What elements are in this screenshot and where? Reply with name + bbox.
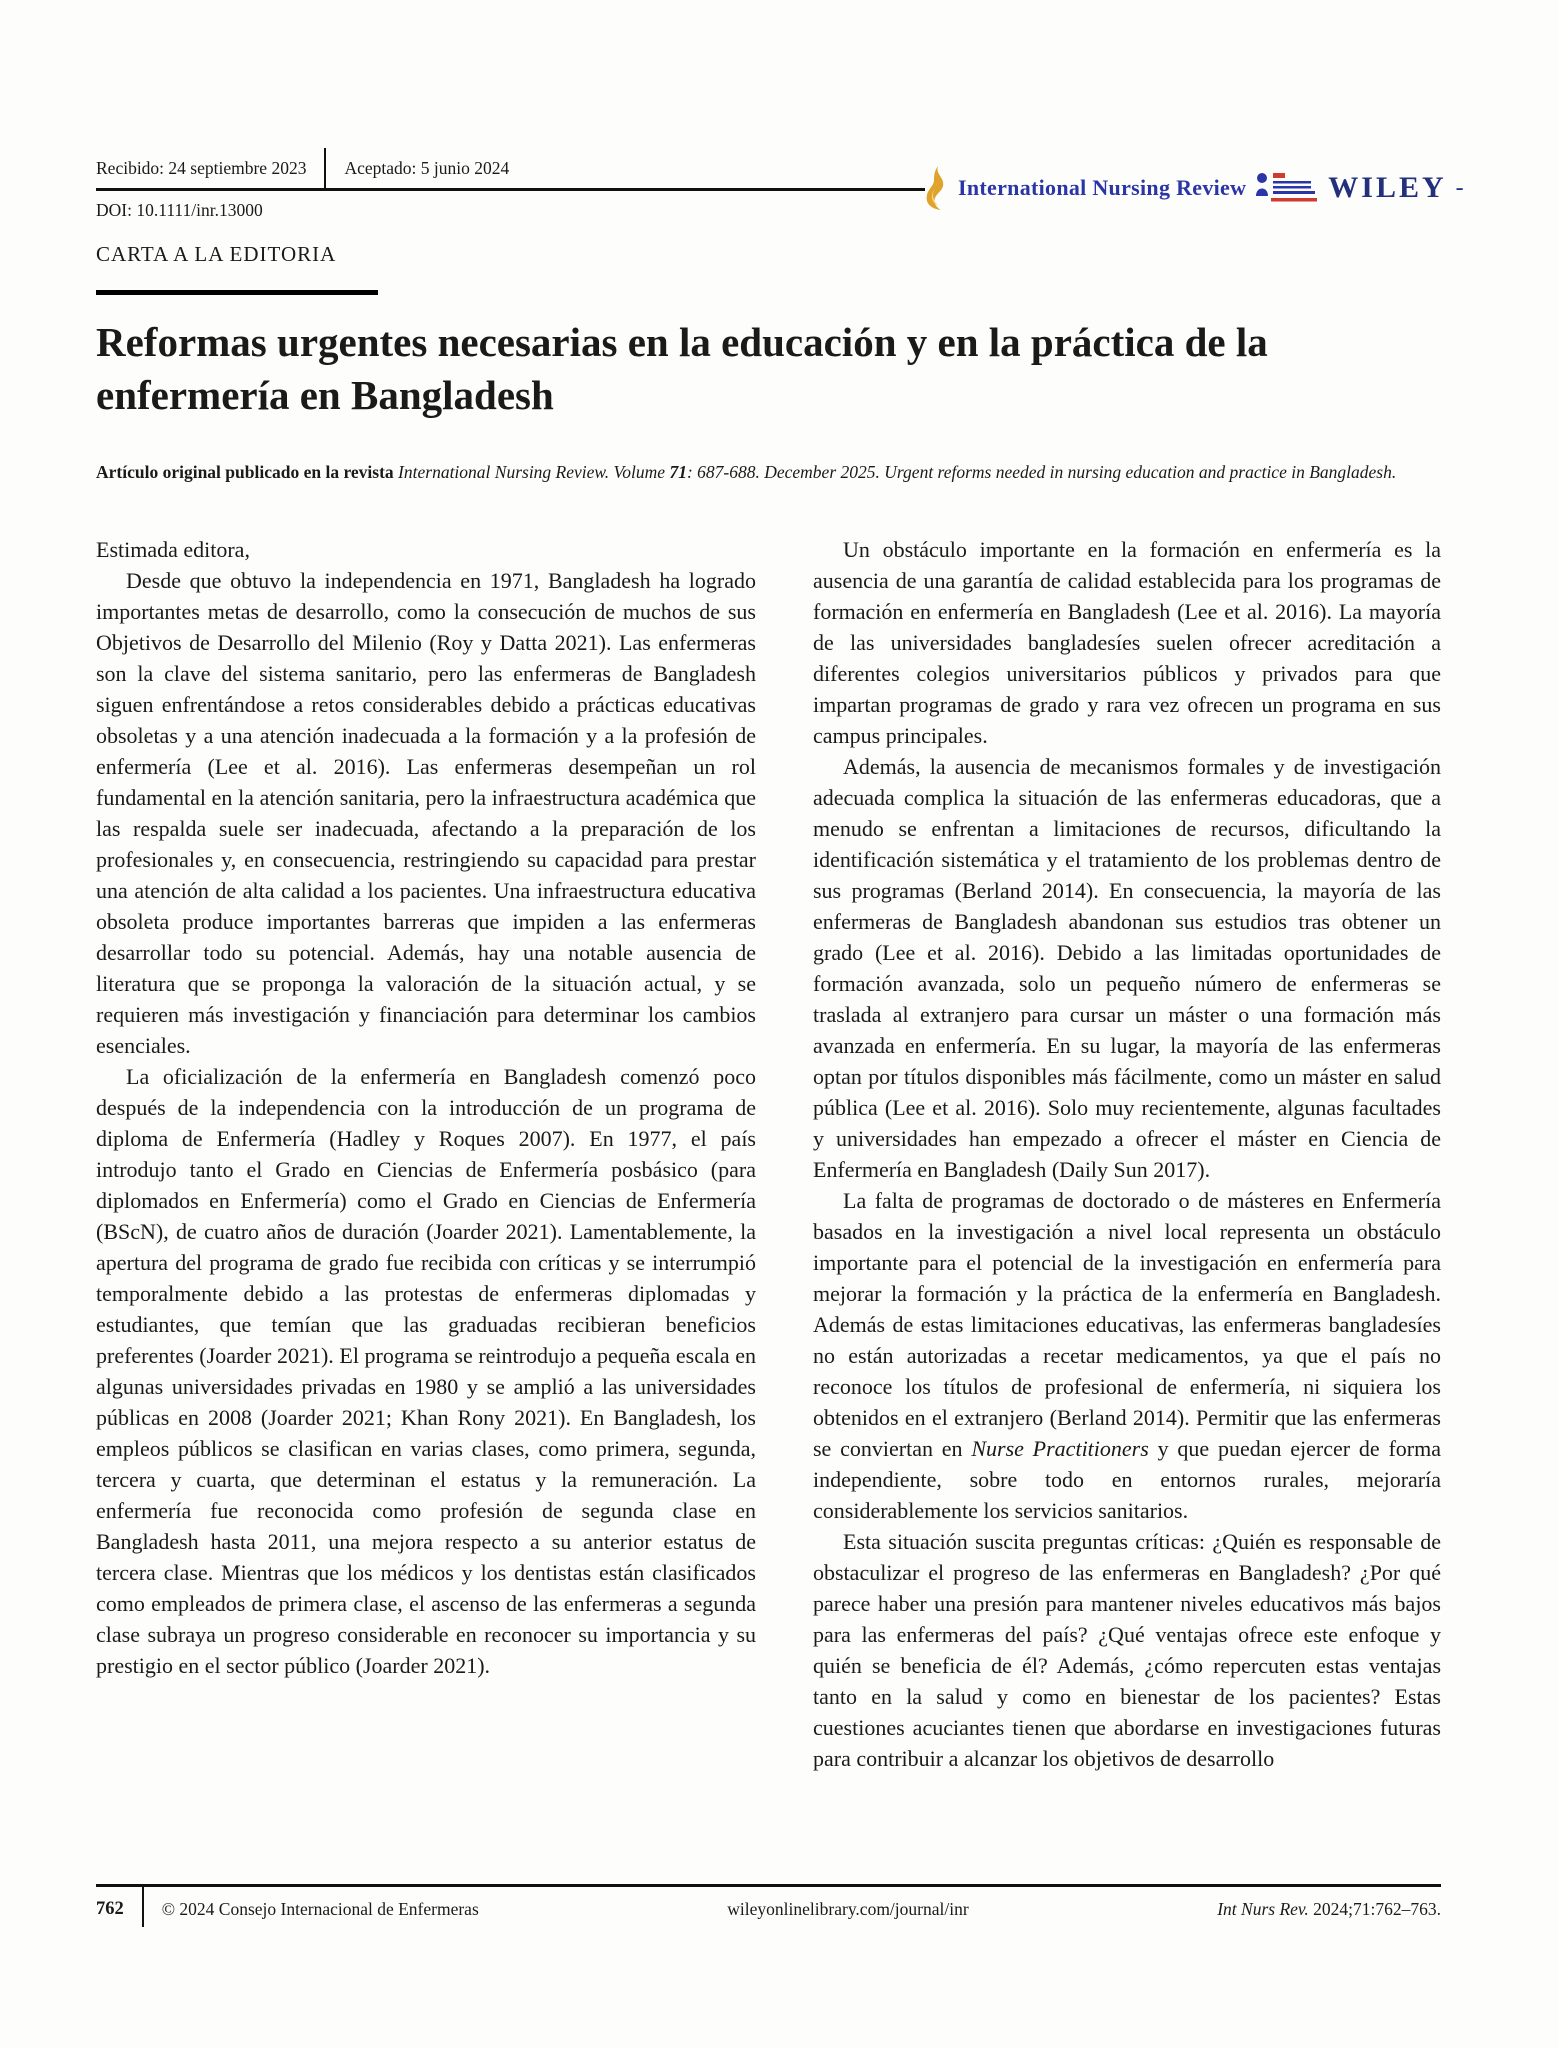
accepted-date: Aceptado: 5 junio 2024 — [344, 157, 510, 178]
text-segment: La falta de programas de doctorado o de másteres en Enfermería basados en la investigación a nivel local representa un obstáculo importante para el potencial de la investigación en enfermería para mejorar la formación y la práctica de la enfermería en Bangladesh. Además de estas limitaciones educativas, las enfermeras bangladesíes no están autorizadas a recetar medicamentos, ya que el país no reconoce los títulos de profesional de enfermería, ni siquiera los obtenidos en el extranjero (Berland 2014). Permitir que las enfermeras se conviertan en — [813, 1188, 1441, 1461]
right-column — [813, 534, 1441, 1774]
copyright-text: © 2024 Consejo Internacional de Enfermeras — [161, 1898, 479, 1919]
body-paragraph — [813, 1185, 1441, 1526]
text-segment: Estimada editora, — [96, 537, 250, 562]
date-divider — [324, 148, 326, 188]
body-paragraph — [813, 534, 1441, 751]
body-paragraph — [813, 751, 1441, 1185]
page-number: 762 — [96, 1898, 124, 1919]
body-paragraph — [96, 534, 756, 565]
text-segment: La oficialización de la enfermería en Bangladesh comenzó poco después de la independencia con la introducción de un programa de diploma de Enfermería (Hadley y Roques 2007). En 1977, el país introdujo tanto el Grado en Ciencias de Enfermería posbásico (para diplomados en Enfermería) como el Grado en Ciencias de Enfermería (BScN), de cuatro años de duración (Joarder 2021). Lamentablemente, la apertura del programa de grado fue recibida con críticas y se interrumpió temporalmente debido a las protestas de enfermeras diplomadas y estudiantes, que temían que las graduadas recibieran beneficios preferentes (Joarder 2021). El programa se reintrodujo a pequeña escala en algunas universidades privadas en 1980 y se amplió a las universidades públicas en 2008 (Joarder 2021; Khan Rony 2021). En Bangladesh, los empleos públicos se clasifican en varias clases, como primera, segunda, tercera y cuarta, que determinan el estatus y la remuneración. La enfermería fue reconocida como profesión de segunda clase en Bangladesh hasta 2011, una mejora respecto a su anterior estatus de tercera clase. Mientras que los médicos y los dentistas están clasificados como empleados de primera clase, el ascenso de las enfermeras a segunda clase subraya un progreso considerable en reconocer su importancia y su prestigio en el sector público (Joarder 2021). — [96, 1064, 756, 1678]
journal-brand — [925, 156, 1464, 220]
left-column — [96, 534, 756, 1774]
citation-journal: International Nursing Review. Volume — [398, 462, 670, 482]
body-paragraph — [96, 1061, 756, 1681]
text-segment: Desde que obtuvo la independencia en 1971, Bangladesh ha logrado importantes metas de desarrollo, como la consecución de muchos de sus Objetivos de Desarrollo del Milenio (Roy y Datta 2021). Las enfermeras son la clave del sistema sanitario, pero las enfermeras de Bangladesh siguen enfrentándose a retos considerables debido a prácticas educativas obsoletas y a una atención inadecuada a la formación y a la profesión de enfermería (Lee et al. 2016). Las enfermeras desempeñan un rol fundamental en la atención sanitaria, pero la infraestructura académica que las respalda suele ser inadecuada, afectando a la preparación de los profesionales y, en consecuencia, restringiendo su capacidad para prestar una atención de alta calidad a los pacientes. Una infraestructura educativa obsoleta produce importantes barreras que impiden a las enfermeras desarrollar todo su potencial. Además, hay una notable ausencia de literatura que se proponga la valoración de la situación actual, y se requieren más investigación y financiación para determinar los cambios esenciales. — [96, 568, 756, 1058]
journal-url: wileyonlinelibrary.com/journal/inr — [727, 1898, 969, 1919]
received-date: Recibido: 24 septiembre 2023 — [96, 157, 307, 178]
footer-divider — [142, 1887, 144, 1927]
icn-logo — [1255, 170, 1319, 206]
citation-suffix: : 687-688. December 2025. Urgent reforms needed in nursing education and practice in Bangladesh. — [686, 462, 1397, 482]
citation-volume: 71 — [669, 462, 687, 482]
footer-citation — [1217, 1899, 1441, 1920]
text-segment: Un obstáculo importante en la formación en enfermería es la ausencia de una garantía de calidad establecida para los programas de formación en enfermería en Bangladesh (Lee et al. 2016). La mayoría de las universidades bangladesíes suelen ofrecer acreditación a diferentes colegios universitarios públicos y privados para que impartan programas de grado y rara vez ofrecen un programa en sus campus principales. — [813, 537, 1441, 748]
page-footer — [96, 1887, 1441, 1931]
footer-citation-pages: 2024;71:762–763. — [1313, 1898, 1441, 1919]
received-accepted-row — [96, 148, 509, 188]
text-segment: Esta situación suscita preguntas críticas: ¿Quién es responsable de obstaculizar el progreso de las enfermeras en Bangladesh? ¿Por qué parece haber una presión para mantener niveles educativos más bajos para las enfermeras del país? ¿Qué ventajas ofrece este enfoque y quién se beneficia de él? Además, ¿cómo repercuten estas ventajas tanto en la salud y como en bienestar de los pacientes? Estas cuestiones acuciantes tienen que abordarse en investigaciones futuras para contribuir a alcanzar los objetivos de desarrollo — [813, 1529, 1441, 1771]
italic-phrase: Nurse Practitioners — [971, 1436, 1149, 1461]
header-rule — [96, 188, 925, 191]
publisher-dash: - — [1455, 174, 1464, 201]
text-segment: Además, la ausencia de mecanismos formales y de investigación adecuada complica la situación de las enfermeras educadoras, que a menudo se enfrentan a limitaciones de recursos, dificultando la identificación sistemática y el tratamiento de los problemas dentro de sus programas (Berland 2014). En consecuencia, la mayoría de las enfermeras de Bangladesh abandonan sus estudios tras obtener un grado (Lee et al. 2016). Debido a las limitadas oportunidades de formación avanzada, solo un pequeño número de enfermeras se traslada al extranjero para cursar un máster o una formación más avanzada en enfermería. En su lugar, la mayoría de las enfermeras optan por títulos disponibles más fácilmente, como un máster en salud pública (Lee et al. 2016). Solo muy recientemente, algunas facultades y universidades han empezado a ofrecer el máster en Ciencia de Enfermería en Bangladesh (Daily Sun 2017). — [813, 754, 1441, 1182]
body-paragraph — [813, 1526, 1441, 1774]
body-paragraph — [96, 565, 756, 1061]
flame-icon — [925, 166, 949, 210]
footer-citation-journal: Int Nurs Rev. — [1217, 1898, 1314, 1919]
article-body — [96, 534, 1441, 1774]
section-label: CARTA A LA EDITORIA — [96, 242, 337, 266]
article-title: Reformas urgentes necesarias en la educación y en la práctica de la enfermería en Bangladesh — [96, 319, 1268, 418]
citation-prefix: Artículo original publicado en la revista — [96, 462, 399, 482]
text-segment: y que puedan ejercer de forma independiente, sobre todo en entornos rurales, mejoraría considerablemente los servicios sanitarios. — [813, 1436, 1441, 1523]
citation-line — [96, 462, 1441, 483]
journal-name: International Nursing Review — [958, 175, 1247, 200]
publisher-wordmark: WILEY — [1328, 171, 1447, 204]
section-underline — [96, 290, 378, 295]
doi-text: DOI: 10.1111/inr.13000 — [96, 200, 263, 220]
